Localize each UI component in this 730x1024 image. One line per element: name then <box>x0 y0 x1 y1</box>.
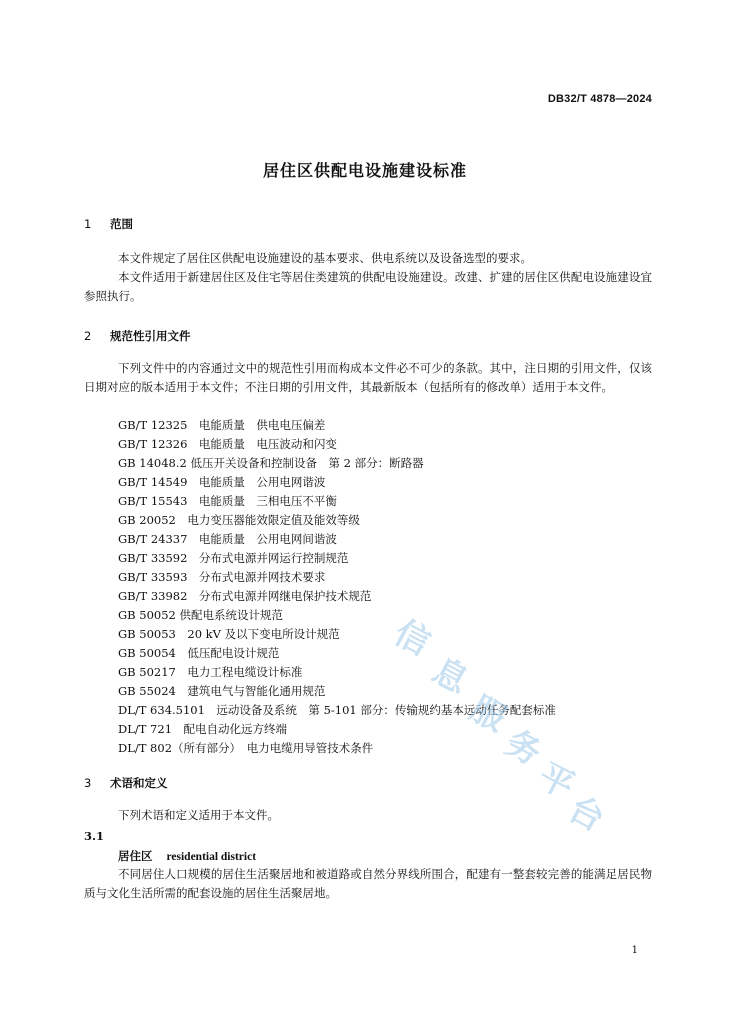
reference-item: GB 50052 供配电系统设计规范 <box>118 608 284 622</box>
reference-item: GB/T 24337 电能质量 公用电网间谐波 <box>118 532 337 546</box>
reference-item: GB/T 12325 电能质量 供电电压偏差 <box>118 418 326 432</box>
term-heading <box>118 848 256 864</box>
watermark-char: 信 <box>387 612 437 664</box>
section-heading-scope <box>84 216 133 232</box>
reference-item: GB 50054 低压配电设计规范 <box>118 646 280 660</box>
section-title: 术语和定义 <box>110 776 168 790</box>
reference-item: GB 55024 建筑电气与智能化通用规范 <box>118 684 326 698</box>
watermark-char: 台 <box>561 788 611 840</box>
reference-item: GB/T 33592 分布式电源并网运行控制规范 <box>118 551 349 565</box>
reference-item: DL/T 634.5101 远动设备及系统 第 5-101 部分：传输规约基本远动任务配套标准 <box>118 703 556 717</box>
section-number: 1 <box>84 217 92 231</box>
term-definition: 不同居住人口规模的居住生活聚居地和被道路或自然分界线所围合，配建有一整套较完善的能满足居民物质与文化生活所需的配套设施的居住生活聚居地。 <box>84 867 652 900</box>
scope-paragraph-2: 本文件适用于新建居住区及住宅等居住类建筑的供配电设施建设。改建、扩建的居住区供配电设施建设宜参照执行。 <box>84 270 652 303</box>
reference-item: GB/T 12326 电能质量 电压波动和闪变 <box>118 437 337 451</box>
term-number: 3.1 <box>84 829 105 843</box>
section-title: 规范性引用文件 <box>110 329 191 343</box>
reference-item: GB/T 33982 分布式电源并网继电保护技术规范 <box>118 589 372 603</box>
watermark-char: 服 <box>463 688 513 740</box>
section-heading-terms <box>84 775 168 791</box>
reference-item: GB/T 33593 分布式电源并网技术要求 <box>118 570 326 584</box>
section-number: 3 <box>84 776 92 790</box>
references-intro: 下列文件中的内容通过文中的规范性引用而构成本文件必不可少的条款。其中，注日期的引用文件，仅该日期对应的版本适用于本文件；不注日期的引用文件，其最新版本（包括所有的修改单）适用于本文件。 <box>84 361 652 394</box>
reference-item: GB/T 14549 电能质量 公用电网谐波 <box>118 475 326 489</box>
reference-item: GB 50053 20 kV 及以下变电所设计规范 <box>118 627 340 641</box>
watermark-char: 务 <box>498 722 548 774</box>
term-chinese: 居住区 <box>118 849 153 863</box>
document-number: DB32/T 4878—2024 <box>547 93 652 105</box>
section-heading-normative-references <box>84 328 191 344</box>
section-number: 2 <box>84 329 92 343</box>
reference-item: GB 20052 电力变压器能效限定值及能效等级 <box>118 513 360 527</box>
reference-item: GB 50217 电力工程电缆设计标准 <box>118 665 303 679</box>
watermark-char: 平 <box>531 755 581 807</box>
reference-item: DL/T 802（所有部分） 电力电缆用导管技术条件 <box>118 741 374 755</box>
term-english: residential district <box>166 851 257 863</box>
reference-item: GB 14048.2 低压开关设备和控制设备 第 2 部分：断路器 <box>118 456 424 470</box>
reference-item: DL/T 721 配电自动化远方终端 <box>118 722 288 736</box>
scope-paragraph-1: 本文件规定了居住区供配电设施建设的基本要求、供电系统以及设备选型的要求。 <box>118 251 532 265</box>
section-title: 范围 <box>110 217 133 231</box>
watermark-char: 息 <box>425 650 475 702</box>
document-title: 居住区供配电设施建设标准 <box>262 161 467 180</box>
reference-list <box>118 416 556 758</box>
terms-intro: 下列术语和定义适用于本文件。 <box>118 808 279 822</box>
reference-item: GB/T 15543 电能质量 三相电压不平衡 <box>118 494 337 508</box>
page-number: 1 <box>631 945 638 956</box>
